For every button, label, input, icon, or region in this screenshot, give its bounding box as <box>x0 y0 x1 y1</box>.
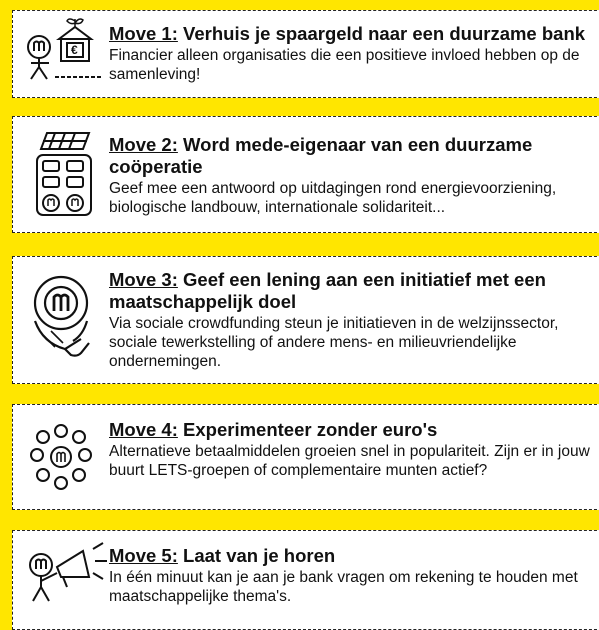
move-label-2: Move 2: <box>109 134 178 155</box>
move-label-1: Move 1: <box>109 23 178 44</box>
move-heading-3: Geef een lening aan een initiatief met een maatschappelijk doel <box>109 269 546 312</box>
move-description-1: Financier alleen organisaties die een positieve invloed hebben op de samenleving! <box>109 47 580 83</box>
move-label-3: Move 3: <box>109 269 178 290</box>
move-card-3 <box>12 256 599 384</box>
move-description-2: Geef mee een antwoord op uitdagingen rond energievoorziening, biologische landbouw, internationale solidariteit... <box>109 180 557 216</box>
move-heading-5: Laat van je horen <box>177 545 336 566</box>
move-title-1 <box>109 23 599 45</box>
move-card-5 <box>12 530 599 630</box>
move-card-1 <box>12 10 599 98</box>
move-title-4 <box>109 419 599 441</box>
move-label-4: Move 4: <box>109 419 178 440</box>
move-heading-1: Verhuis je spaargeld naar een duurzame bank <box>177 23 586 44</box>
person-megaphone-icon <box>23 537 109 609</box>
move-card-4 <box>12 404 599 510</box>
move-description-5: In één minuut kan je aan je bank vragen om rekening te houden met maatschappelijke thema's. <box>109 569 578 605</box>
move-title-3 <box>109 269 599 313</box>
move-title-2 <box>109 134 599 178</box>
move-description-3: Via sociale crowdfunding steun je initiatieven in de welzijnssector, sociale tewerkstelling of andere mens- en milieuvriendelijke ondernemingen. <box>109 315 559 370</box>
solar-building-icon <box>23 129 103 219</box>
move-heading-4: Experimenteer zonder euro's <box>177 419 438 440</box>
coin-circle-icon <box>23 419 103 499</box>
move-label-5: Move 5: <box>109 545 178 566</box>
person-with-bank-icon <box>23 17 103 87</box>
svg-text:€: € <box>71 43 78 57</box>
move-card-2 <box>12 116 599 233</box>
move-title-5 <box>109 545 599 567</box>
move-description-4: Alternatieve betaalmiddelen groeien snel in populariteit. Zijn er in jouw buurt LETS-groepen of complementaire munten actief? <box>109 443 590 479</box>
move-heading-2: Word mede-eigenaar van een duurzame coöperatie <box>109 134 533 177</box>
coin-handshake-icon <box>23 269 103 369</box>
